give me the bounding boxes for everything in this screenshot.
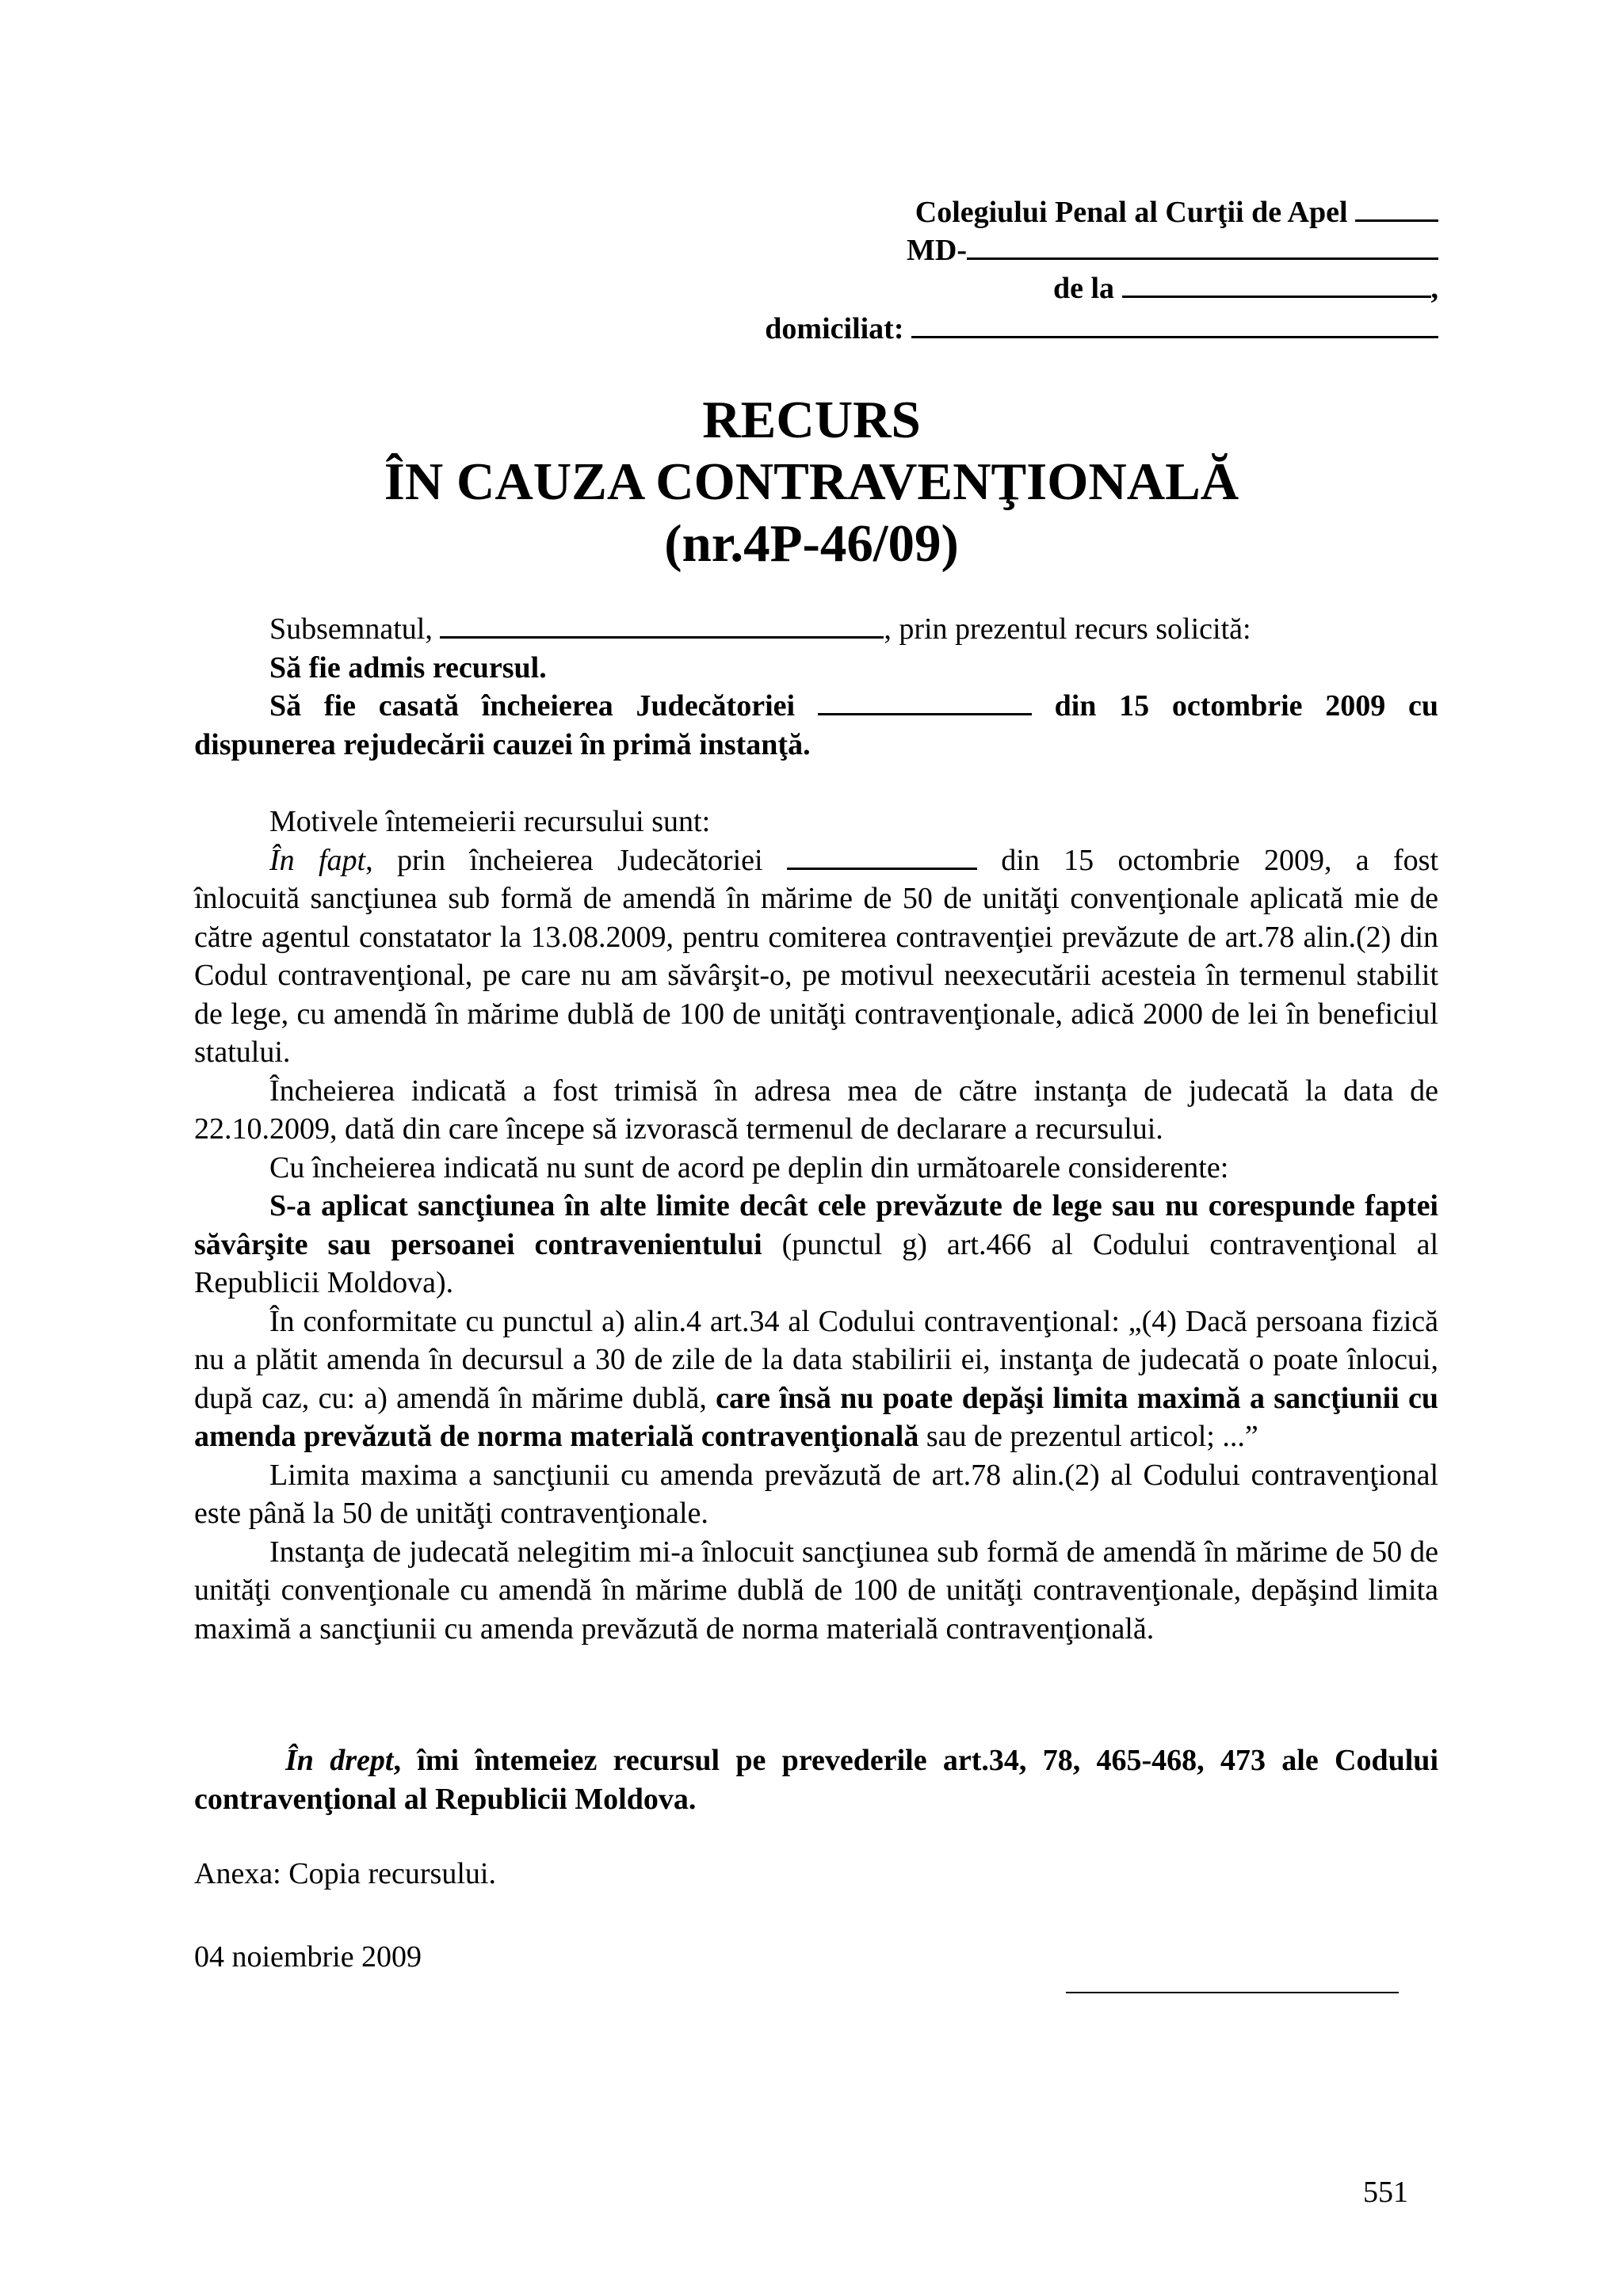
law-basis: În drept, îmi întemeiez recursul pe prevederile art.34, 78, 465-468, 473 ale Codului contravenţional al Republicii Moldova. bbox=[194, 1744, 1438, 1816]
blank-court bbox=[818, 689, 1032, 715]
header-md: MD- bbox=[0, 231, 1438, 269]
motives-fact-body: înlocuită sancţiunea sub formă de amendă în mărime de 50 de unităţi convenţionale aplicată mie de către agentul constatator la 13.08.2009, pentru comiterea contravenţiei prevăzute de art.78 alin.(2) din Codul contravenţional, pe care nu am săvârşit-o, pe motivul neexecutării acesteia în termenul stabilit de lege, cu amendă în mărime dublă de 100 de unităţi contravenţionale, adică 2000 de lei în beneficiul statului. bbox=[194, 882, 1438, 1069]
motives-fact-line1: În fapt, prin încheierea Judecătoriei din 15 octombrie 2009, a fost bbox=[269, 843, 1439, 877]
motives-limit: Limita maxima a sancţiunii cu amenda prevăzută de art.78 alin.(2) al Codului contravenţional este până la 50 de unităţi contravenţionale. bbox=[194, 1458, 1438, 1530]
request-annul-line1: Să fie casată încheierea Judecătoriei din 15 octombrie 2009 cu bbox=[269, 689, 1438, 723]
motives-intro: Motivele întemeierii recursului sunt: bbox=[269, 805, 711, 838]
request-section bbox=[194, 610, 1438, 764]
header-from: de la , bbox=[1052, 272, 1438, 305]
motives-conformity: În conformitate cu punctul a) alin.4 art.34 al Codului contravenţional: „(4) Dacă persoana fizică nu a plătit amenda în decursul a 30 de zile de la data stabilirii ei, instanţa de judecată o poate înlocui, după caz, cu: a) amendă în mărime dublă, care însă nu poate depăşi limita maximă a sancţiunii cu amenda prevăzută de norma materială contravenţională sau de prezentul articol; ...” bbox=[194, 1304, 1439, 1453]
blank-md bbox=[967, 234, 1438, 260]
header-court: Colegiului Penal al Curţii de Apel bbox=[0, 193, 1438, 231]
motives-reason: S-a aplicat sancţiunea în alte limite decât cele prevăzute de lege sau nu corespunde faptei săvârşite sau persoanei contravenientului (punctul g) art.466 al Codului contravenţional al Republicii Moldova). bbox=[194, 1189, 1438, 1299]
page-number: 551 bbox=[1363, 2176, 1408, 2209]
blank-court-name bbox=[1355, 196, 1438, 222]
document-date: 04 noiembrie 2009 bbox=[194, 1940, 422, 1974]
request-annul-line2: dispunerea rejudecării cauzei în primă instanţă. bbox=[194, 727, 811, 761]
motives-sent: Încheierea indicată a fost trimisă în adresa mea de către instanţa de judecată la data de 22.10.2009, dată din care începe să izvorască termenul de declarare a recursului. bbox=[194, 1074, 1438, 1146]
request-admit: Să fie admis recursul. bbox=[269, 650, 547, 685]
case-number: (nr.4P-46/09) bbox=[664, 514, 959, 573]
blank-court-2 bbox=[787, 844, 977, 870]
header-domicile: domiciliat: bbox=[0, 310, 1438, 348]
motives-illegal: Instanţa de judecată nelegitim mi-a înlocuit sancţiunea sub formă de amendă în mărime de 50 de unităţi convenţionale cu amendă în mărime dublă de 100 de unităţi contravenţionale, depăşind limita maximă a sancţiunii cu amenda prevăzută de norma materială contravenţională. bbox=[194, 1535, 1438, 1646]
blank-domicile bbox=[911, 312, 1438, 338]
request-intro: Subsemnatul, , prin prezentul recurs solicită: bbox=[269, 612, 1251, 646]
signature-line bbox=[1066, 1992, 1399, 1993]
motives-disagree: Cu încheierea indicată nu sunt de acord pe deplin din următoarele considerente: bbox=[269, 1150, 1229, 1184]
motives-section bbox=[194, 803, 1438, 1648]
document-subtitle: ÎN CAUZA CONTRAVENŢIONALĂ bbox=[384, 452, 1239, 511]
annex: Anexa: Copia recursului. bbox=[194, 1857, 496, 1890]
blank-from bbox=[1122, 272, 1431, 298]
document-title: RECURS bbox=[702, 391, 921, 449]
blank-name bbox=[440, 612, 884, 639]
